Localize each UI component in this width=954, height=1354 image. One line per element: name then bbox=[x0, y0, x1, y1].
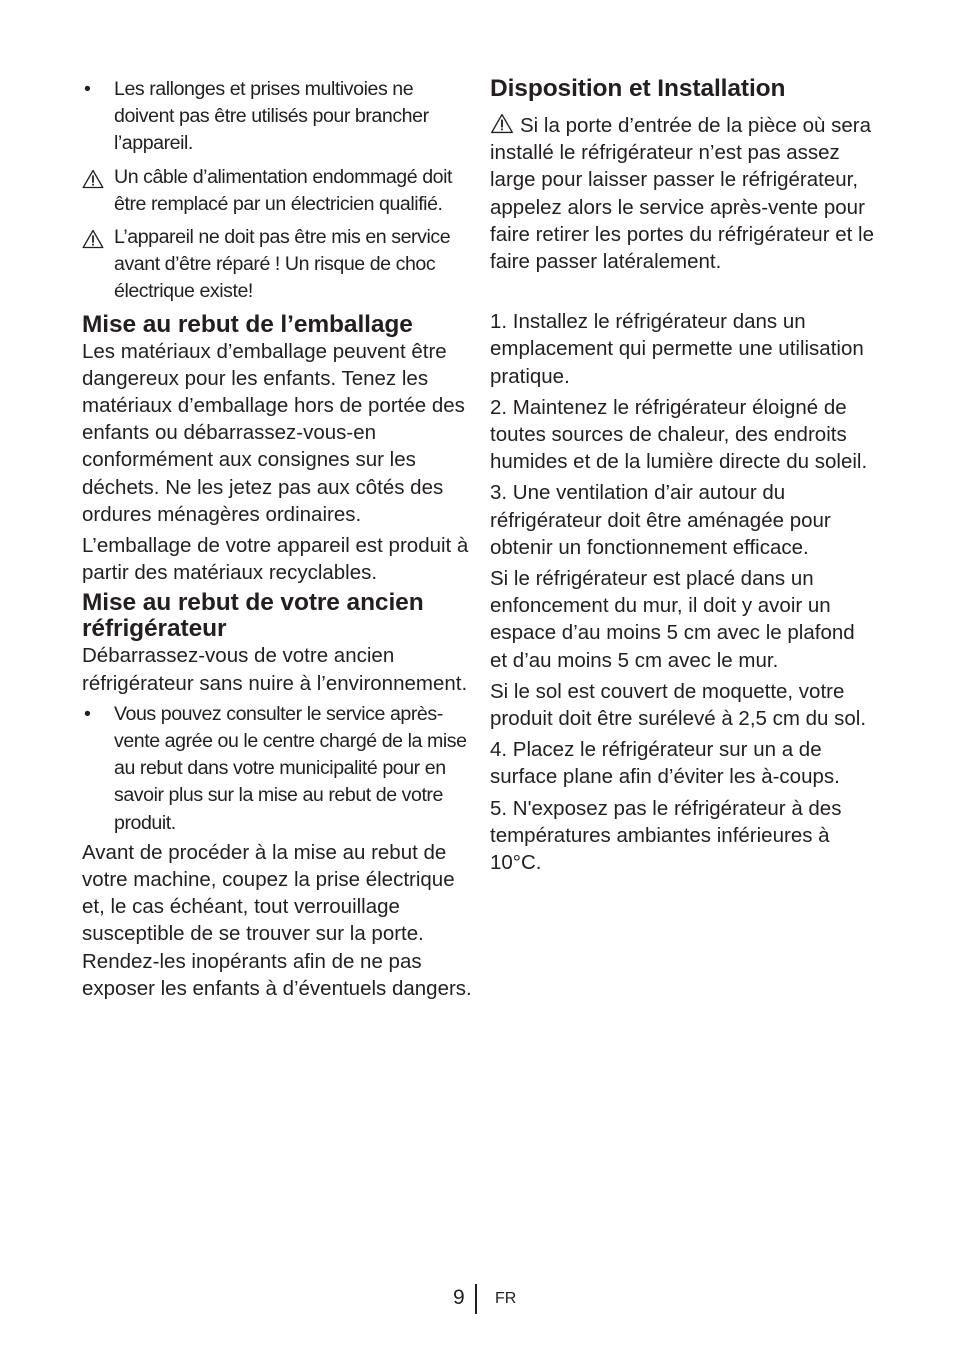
section-heading-installation: Disposition et Installation bbox=[490, 75, 786, 102]
warning-triangle-icon bbox=[82, 229, 104, 249]
section-heading-packaging: Mise au rebut de l’emballage bbox=[82, 310, 413, 338]
paragraph: L’emballage de votre appareil est produit à partir des matériaux recyclables. bbox=[82, 534, 469, 585]
warning-triangle-icon bbox=[490, 113, 514, 134]
list-item-text: Les rallonges et prises multivoies ne doivent pas être utilisés pour brancher l’appareil. bbox=[114, 78, 429, 155]
page-number: 9 bbox=[453, 1286, 465, 1309]
left-column bbox=[82, 76, 472, 1006]
paragraph: Avant de procéder à la mise au rebut de votre machine, coupez la prise électrique et, le cas échéant, tout verrouillage susceptible de se trouver sur la porte. Rendez-les inopérants afin de ne pas exposer les enfants à d’éventuels dangers. bbox=[82, 840, 472, 1000]
list-item bbox=[82, 76, 472, 158]
right-column bbox=[490, 76, 876, 880]
install-step: 2. Maintenez le réfrigérateur éloigné de toutes sources de chaleur, des endroits humides et de la lumière directe du soleil. bbox=[490, 395, 868, 474]
warning-paragraph bbox=[490, 112, 876, 275]
warning-triangle-icon bbox=[82, 169, 104, 189]
section-heading-old-fridge: Mise au rebut de votre ancien réfrigérateur bbox=[82, 589, 424, 643]
footer-divider bbox=[475, 1284, 477, 1314]
list-item bbox=[82, 701, 472, 837]
install-step: 3. Une ventilation d’air autour du réfrigérateur doit être aménagée pour obtenir un fonctionnement efficace. bbox=[490, 481, 831, 559]
install-step: 1. Installez le réfrigérateur dans un emplacement qui permette une utilisation pratique. bbox=[490, 310, 864, 388]
bullet-marker: • bbox=[84, 702, 91, 725]
warning-item bbox=[82, 224, 472, 306]
install-step: Si le sol est couvert de moquette, votre produit doit être surélevé à 2,5 cm du sol. bbox=[490, 679, 867, 731]
paragraph: Débarrassez-vous de votre ancien réfrigérateur sans nuire à l’environnement. bbox=[82, 644, 468, 695]
warning-text: Un câble d’alimentation endommagé doit être remplacé par un électricien qualifié. bbox=[114, 165, 452, 215]
page-footer bbox=[0, 1284, 954, 1316]
warning-text: Si la porte d’entrée de la pièce où sera installé le réfrigérateur n’est pas assez large pour laisser passer le réfrigérateur, appelez alors le service après-vente pour faire retirer les portes du réfrigérateur et le faire passer latéralement. bbox=[490, 114, 874, 274]
language-code: FR bbox=[495, 1290, 517, 1307]
bullet-marker: • bbox=[84, 78, 91, 100]
warning-item bbox=[82, 164, 472, 218]
paragraph: Les matériaux d’emballage peuvent être dangereux pour les enfants. Tenez les matériaux d’emballage hors de portée des enfants ou débarrassez-vous-en conformément aux consignes sur les déchets. Ne les jetez pas aux côtés des ordures ménagères ordinaires. bbox=[82, 339, 465, 526]
install-step: 5. N'exposez pas le réfrigérateur à des températures ambiantes inférieures à 10°C. bbox=[490, 796, 842, 875]
warning-text: L’appareil ne doit pas être mis en service avant d’être réparé ! Un risque de choc électrique existe! bbox=[114, 226, 451, 303]
install-step: Si le réfrigérateur est placé dans un enfoncement du mur, il doit y avoir un espace d’au moins 5 cm avec le plafond et d’au moins 5 cm avec le mur. bbox=[490, 567, 855, 672]
install-step: 4. Placez le réfrigérateur sur un a de surface plane afin d’éviter les à-coups. bbox=[490, 738, 840, 789]
list-item-text: Vous pouvez consulter le service après-vente agrée ou le centre chargé de la mise au rebut dans votre municipalité pour en savoir plus sur la mise au rebut de votre produit. bbox=[114, 702, 467, 834]
